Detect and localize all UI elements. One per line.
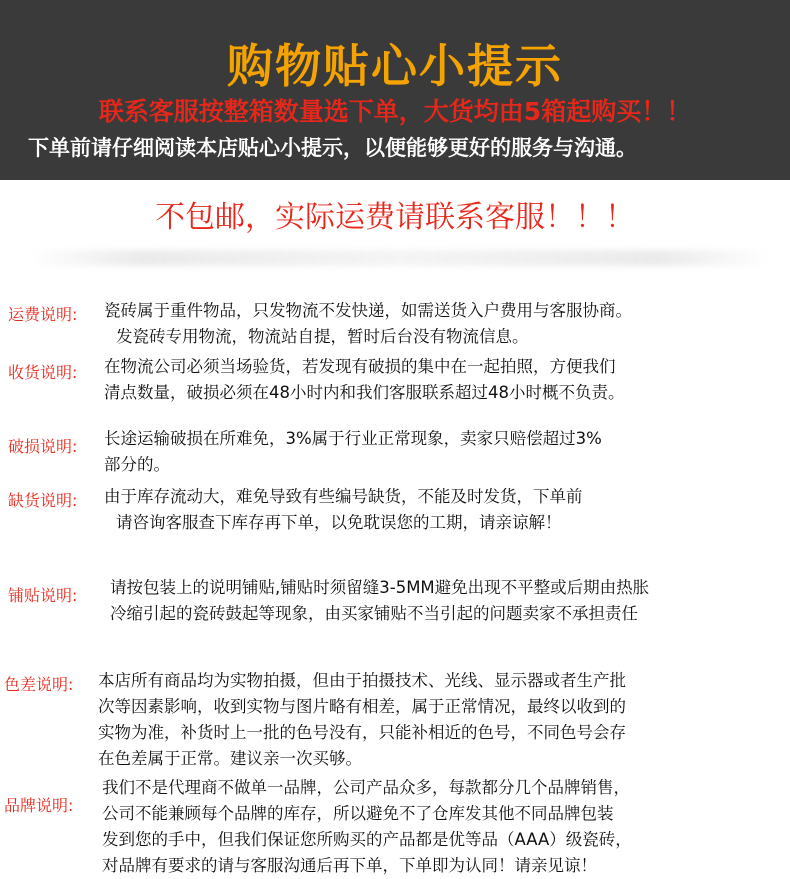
notice-line: 发瓷砖专用物流，物流站自提，暂时后台没有物流信息。: [116, 327, 529, 346]
notice-line: 公司不能兼顾每个品牌的库存，所以避免不了仓库发其他不同品牌包装: [102, 804, 614, 823]
notice-label: 品牌说明:: [4, 796, 74, 815]
notice-line: 由于库存流动大，难免导致有些编号缺货，不能及时发货，下单前: [104, 487, 583, 506]
notice-line: 冷缩引起的瓷砖鼓起等现象，由买家铺贴不当引起的问题卖家不承担责任: [110, 604, 638, 623]
notice-line: 长途运输破损在所难免，3%属于行业正常现象，卖家只赔偿超过3%: [104, 429, 602, 448]
notice-label: 铺贴说明:: [8, 586, 78, 605]
notice-line: 本店所有商品均为实物拍摄，但由于拍摄技术、光线、显示器或者生产批: [98, 671, 626, 690]
notice-line: 实物为准，补货时上一批的色号没有，只能补相近的色号，不同色号会存: [98, 723, 626, 742]
notice-line: 请咨询客服查下库存再下单，以免耽误您的工期，请亲谅解！: [116, 513, 562, 532]
notice-text: [104, 354, 788, 406]
notice-line: 请按包装上的说明铺贴,铺贴时须留缝3-5MM避免出现不平整或后期由热胀: [110, 578, 650, 597]
notice-label: 色差说明:: [4, 675, 74, 694]
notice-text: [98, 668, 788, 772]
no-free-shipping-notice: 不包邮，实际运费请联系客服！！！: [155, 200, 635, 235]
notice-text: [104, 484, 788, 536]
notice-line: 次等因素影响，收到实物与图片略有相差，属于正常情况，最终以收到的: [98, 697, 626, 716]
notice-label: 运费说明:: [8, 305, 78, 324]
notice-label: 收货说明:: [8, 363, 78, 382]
faded-divider: [30, 250, 770, 266]
notice-line: 我们不是代理商不做单一品牌，公司产品众多，每款都分几个品牌销售，: [102, 778, 630, 797]
header-banner: [0, 0, 790, 180]
page-title: 购物贴心小提示: [227, 39, 563, 93]
notice-text: [102, 775, 788, 879]
notice-text: [104, 298, 788, 350]
notice-line: 发到您的手中，但我们保证您所购买的产品都是优等品（AAA）级瓷砖，: [102, 830, 632, 849]
notice-line: 对品牌有要求的请与客服沟通后再下单，下单即为认同！请亲见谅！: [102, 856, 597, 875]
notice-label: 缺货说明:: [8, 491, 78, 510]
header-alert: 联系客服按整箱数量选下单，大货均由5箱起购买！！: [98, 97, 692, 126]
notice-line: 部分的。: [104, 455, 170, 474]
notice-text: [104, 426, 788, 478]
notice-line: 在物流公司必须当场验货，若发现有破损的集中在一起拍照，方便我们: [104, 357, 616, 376]
notice-label: 破损说明:: [8, 437, 78, 456]
notice-line: 清点数量，破损必须在48小时内和我们客服联系超过48小时概不负责。: [104, 383, 625, 402]
notice-text: [110, 575, 790, 627]
header-subtitle: 下单前请仔细阅读本店贴心小提示，以便能够更好的服务与沟通。: [28, 136, 637, 160]
notice-line: 在色差属于正常。建议亲一次买够。: [98, 749, 362, 768]
notice-line: 瓷砖属于重件物品，只发物流不发快递，如需送货入户费用与客服协商。: [104, 301, 632, 320]
